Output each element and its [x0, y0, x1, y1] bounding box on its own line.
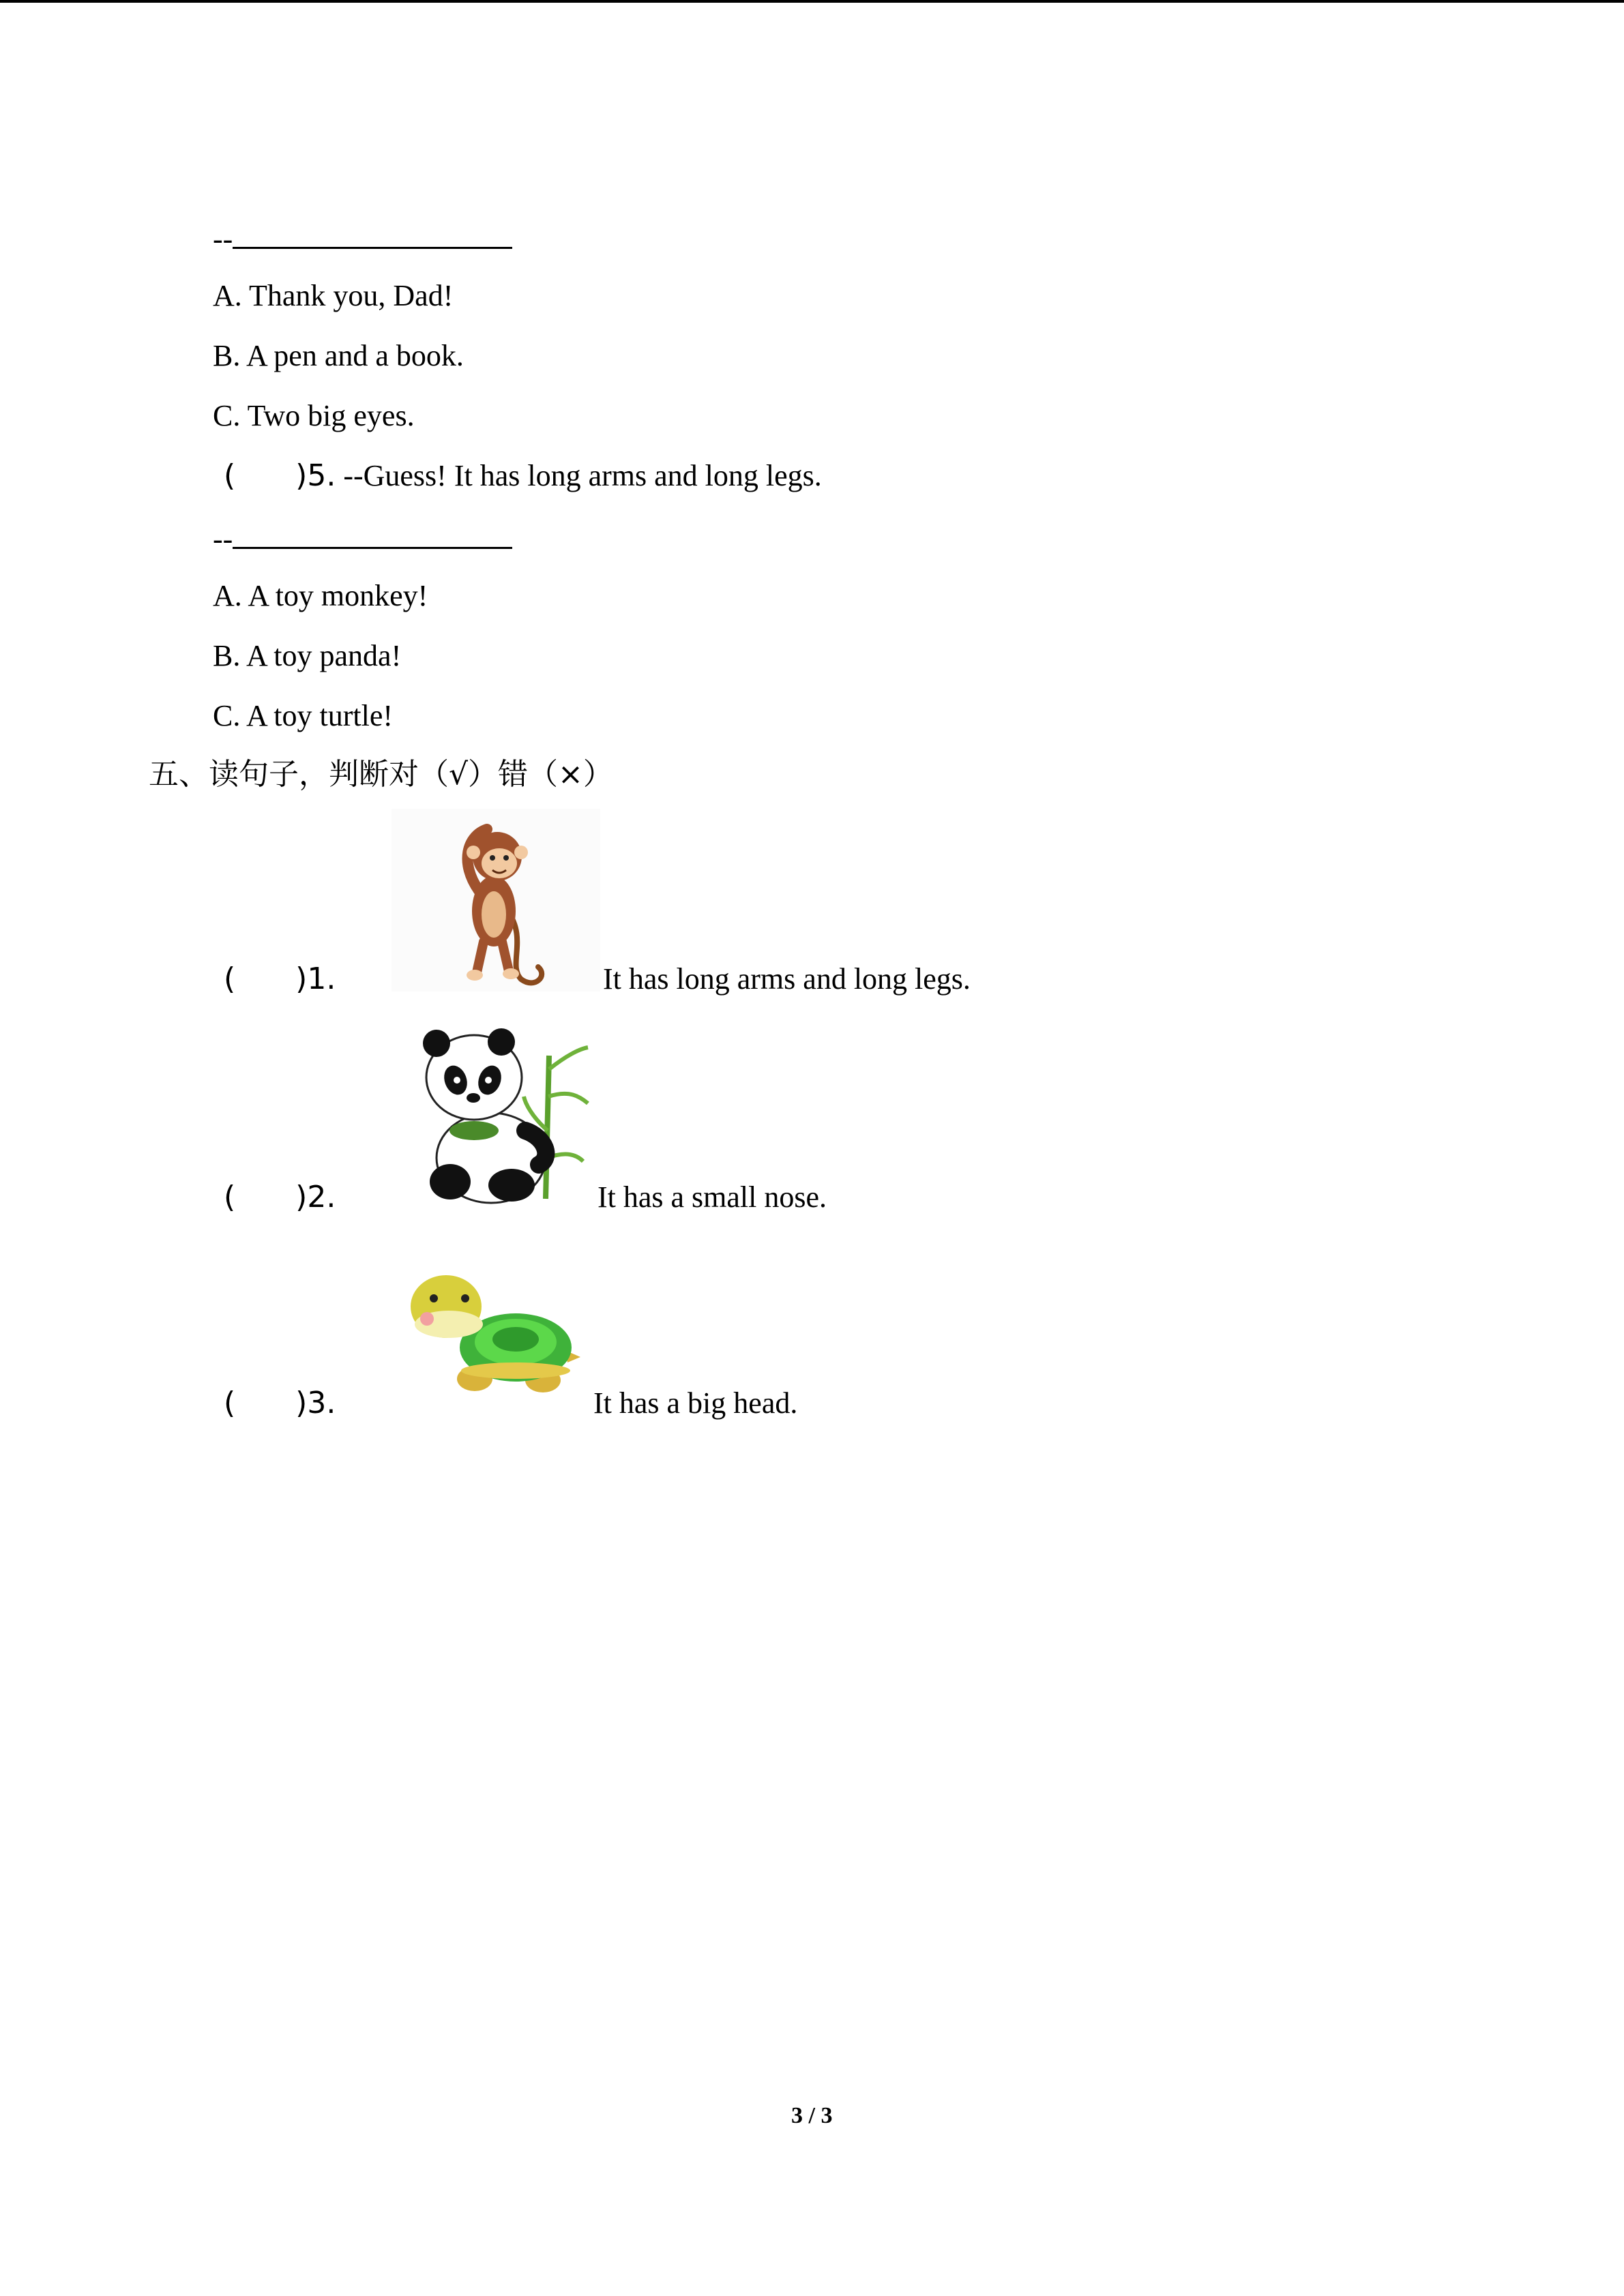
statement-3 — [224, 1386, 336, 1421]
statement-3-text: It has a big head. — [593, 1386, 798, 1420]
monkey-icon — [392, 809, 600, 992]
answer-line-5 — [213, 520, 512, 557]
dash-prefix: -- — [213, 522, 233, 556]
answer-line-4 — [213, 220, 512, 257]
option-4a — [213, 278, 453, 314]
option-letter: C. — [213, 699, 241, 732]
option-letter: B. — [213, 339, 241, 372]
option-4c — [213, 398, 415, 434]
option-text: A pen and a book. — [246, 339, 464, 372]
option-letter: A. — [213, 279, 242, 312]
answer-paren: ( )2. — [224, 1180, 336, 1214]
option-letter: A. — [213, 579, 242, 612]
statement-1 — [224, 961, 336, 997]
question-5 — [224, 458, 822, 494]
statement-1-text: It has long arms and long legs. — [603, 962, 971, 996]
turtle-icon — [407, 1268, 585, 1394]
option-5a — [213, 578, 428, 614]
dash-prefix: -- — [213, 222, 233, 256]
answer-paren: ( )3. — [224, 1386, 336, 1420]
page-number: 3 / 3 — [791, 2103, 833, 2128]
option-5c — [213, 698, 393, 734]
option-text: A toy turtle! — [246, 699, 394, 732]
answer-paren: ( )5. — [224, 458, 336, 493]
question-text: --Guess! It has long arms and long legs. — [343, 459, 822, 492]
option-text: A toy monkey! — [248, 579, 428, 612]
option-4b — [213, 338, 464, 374]
answer-blank — [233, 220, 512, 249]
statement-2 — [224, 1180, 336, 1215]
option-text: Thank you, Dad! — [249, 279, 454, 312]
answer-blank — [233, 520, 512, 549]
section-heading: 五、读句子，判断对（√）错（×） — [149, 757, 613, 792]
option-text: Two big eyes. — [247, 399, 415, 432]
statement-2-text: It has a small nose. — [597, 1180, 827, 1214]
option-letter: B. — [213, 639, 241, 672]
answer-paren: ( )1. — [224, 961, 336, 996]
option-letter: C. — [213, 399, 241, 432]
option-text: A toy panda! — [246, 639, 402, 672]
option-5b — [213, 638, 401, 674]
page-top-border — [0, 0, 1624, 3]
panda-icon — [409, 1028, 593, 1207]
